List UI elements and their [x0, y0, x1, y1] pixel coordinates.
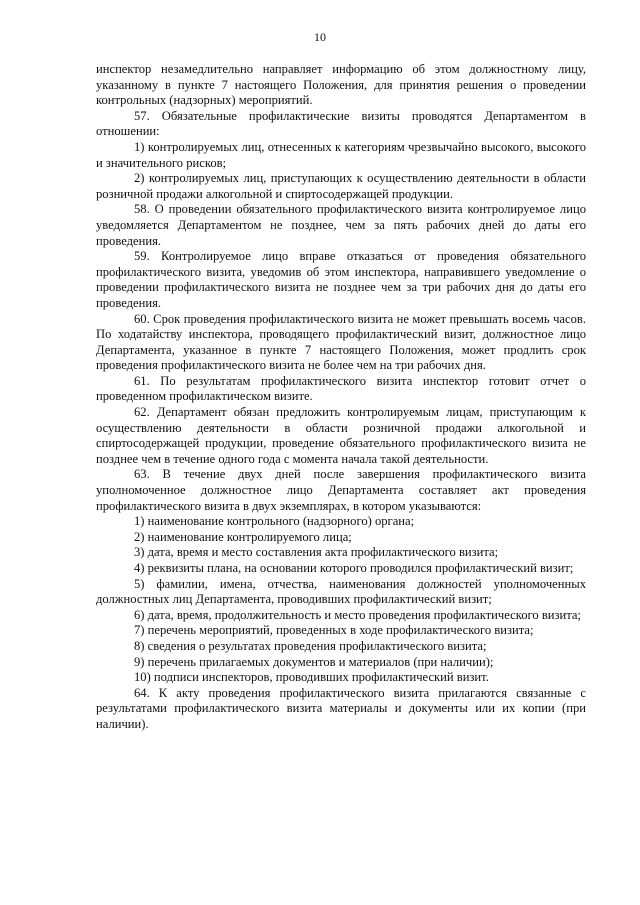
paragraph-57-item-1: 1) контролируемых лиц, отнесенных к категориям чрезвычайно высокого, высокого и значительного рисков;: [96, 139, 586, 170]
paragraph-63-item-7: 7) перечень мероприятий, проведенных в ходе профилактического визита;: [134, 623, 534, 638]
paragraph-58: 58. О проведении обязательного профилактического визита контролируемое лицо уведомляется Департаментом не позднее, чем за пять рабочих дней до даты его проведения.: [96, 202, 586, 248]
paragraph-continuation: инспектор незамедлительно направляет информацию об этом должностному лицу, указанному в пункте 7 настоящего Положения, для принятия решения о проведении контрольных (надзорных) мероприятий.: [96, 62, 586, 108]
paragraph-60: 60. Срок проведения профилактического визита не может превышать восемь часов. По ходатайству инспектора, проводящего профилактический визит, должностное лицо Департамента, указанное в пункте 7 настоящего Положения, может продлить срок проведения профилактического визита не более чем на три рабочих дня.: [96, 311, 586, 373]
paragraph-64: 64. К акту проведения профилактического визита прилагаются связанные с результатами профилактического визита материалы и документы или их копии (при наличии).: [96, 685, 586, 731]
paragraph-63-item-3: 3) дата, время и место составления акта профилактического визита;: [134, 545, 499, 560]
document-body: [96, 62, 586, 733]
paragraph-57-item-2: 2) контролируемых лиц, приступающих к осуществлению деятельности в области розничной продажи алкогольной и спиртосодержащей продукции.: [96, 171, 586, 201]
paragraph-63-item-2: 2) наименование контролируемого лица;: [134, 529, 352, 544]
paragraph-61: 61. По результатам профилактического визита инспектор готовит отчет о проведенном профилактическом визите.: [96, 373, 586, 404]
paragraph-57: 57. Обязательные профилактические визиты проводятся Департаментом в отношении:: [96, 108, 586, 139]
paragraph-63-item-9: 9) перечень прилагаемых документов и материалов (при наличии);: [134, 654, 494, 669]
page-number: 10: [314, 30, 326, 44]
paragraph-63-item-4: 4) реквизиты плана, на основании которого проводился профилактический визит;: [134, 561, 574, 575]
paragraph-63: 63. В течение двух дней после завершения профилактического визита уполномоченное должностное лицо Департамента составляет акт проведения профилактического визита в двух экземплярах, в котором указываются:: [96, 467, 586, 513]
paragraph-63-item-1: 1) наименование контрольного (надзорного) органа;: [134, 514, 415, 529]
paragraph-62: 62. Департамент обязан предложить контролируемым лицам, приступающим к осуществлению деятельности в области розничной продажи алкогольной и спиртосодержащей продукции, проведение обязательного профилактического визита не позднее чем в течение одного года с момента начала такой деятельности.: [96, 405, 586, 466]
paragraph-63-item-8: 8) сведения о результатах проведения профилактического визита;: [134, 638, 487, 653]
paragraph-59: 59. Контролируемое лицо вправе отказаться от проведения обязательного профилактического визита, уведомив об этом инспектора, направившего уведомление о проведении профилактического визита не позднее чем за три рабочих дня до даты его проведения.: [96, 249, 586, 310]
paragraph-63-item-5: 5) фамилии, имена, отчества, наименования должностей уполномоченных должностных лиц Департамента, проводивших профилактический визит;: [96, 576, 586, 607]
paragraph-63-item-10: 10) подписи инспекторов, проводивших профилактический визит.: [134, 670, 489, 685]
paragraph-63-item-6: 6) дата, время, продолжительность и место проведения профилактического визита;: [134, 607, 581, 622]
